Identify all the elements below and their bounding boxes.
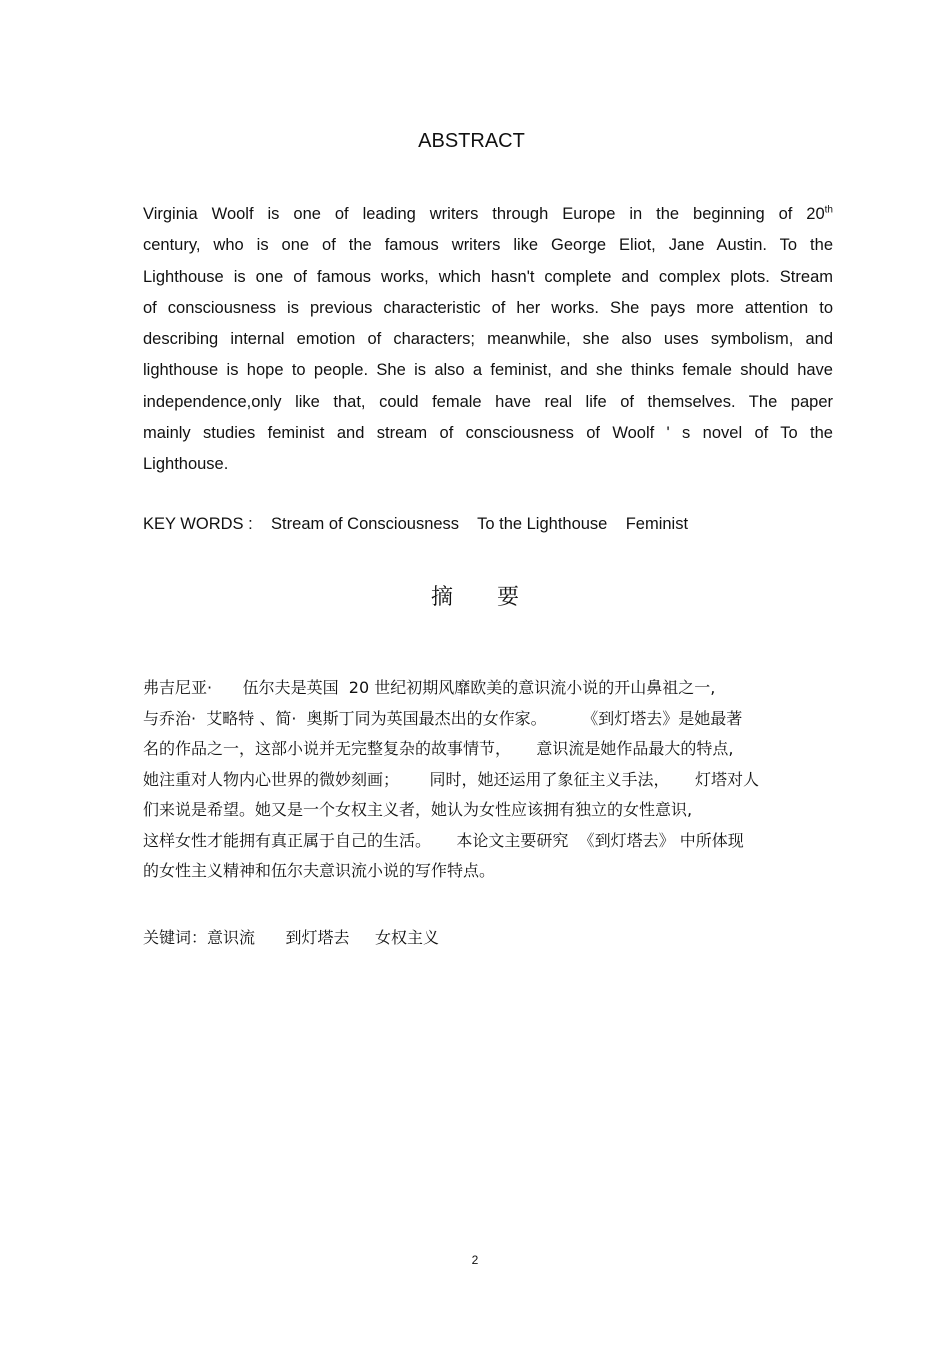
abstract-title: ABSTRACT (418, 130, 525, 152)
abstract-line-2: century, who is one of the famous writers like George Eliot, Jane Austin. To the (143, 236, 833, 255)
abstract-body (143, 199, 833, 481)
abstract-line-4: of consciousness is previous characteristic of her works. She pays more attention to (143, 298, 833, 317)
abstract-cn-line-3: 名的作品之一，这部小说并无完整复杂的故事情节， 意识流是她作品最大的特点, (143, 739, 734, 758)
abstract-cn-body (143, 673, 759, 887)
abstract-cn-line-7: 的女性主义精神和伍尔夫意识流小说的写作特点。 (143, 861, 496, 880)
abstract-line-3: Lighthouse is one of famous works, which hasn't complete and complex plots. Stream (143, 267, 833, 286)
abstract-line-6: lighthouse is hope to people. She is also a feminist, and she thinks female should have (143, 361, 833, 380)
abstract-cn-line-2: 与乔治· 艾略特 、简· 奥斯丁同为英国最杰出的女作家。 《到灯塔去》是她最著 (143, 708, 743, 728)
abstract-cn-title: 摘要 (430, 585, 563, 610)
abstract-line-5: describing internal emotion of characters; meanwhile, she also uses symbolism, and (143, 330, 833, 349)
abstract-cn-line-4: 她注重对人物内心世界的微妙刻画； 同时，她还运用了象征主义手法， 灯塔对人 (143, 769, 759, 789)
abstract-line-1: Virginia Woolf is one of leading writers through Europe in the beginning of 20th (143, 204, 833, 223)
abstract-cn-line-5: 们来说是希望。她又是一个女权主义者，她认为女性应该拥有独立的女性意识, (143, 800, 693, 819)
abstract-cn-line-6: 这样女性才能拥有真正属于自己的生活。 本论文主要研究 《到灯塔去》 中所体现 (143, 830, 744, 850)
abstract-line-7: independence,only like that, could female have real life of themselves. The paper (143, 392, 833, 411)
keywords-cn: 关键词：意识流 到灯塔去 女权主义 (143, 928, 439, 947)
keywords-en: KEY WORDS : Stream of Consciousness To the Lighthouse Feminist (143, 515, 689, 533)
abstract-line-9: Lighthouse. (143, 455, 229, 474)
page-number: 2 (471, 1253, 479, 1267)
abstract-line-8: mainly studies feminist and stream of consciousness of Woolf ' s novel of To the (143, 424, 833, 443)
abstract-cn-line-1: 弗吉尼亚· 伍尔夫是英国 20 世纪初期风靡欧美的意识流小说的开山鼻祖之一, (143, 678, 716, 697)
